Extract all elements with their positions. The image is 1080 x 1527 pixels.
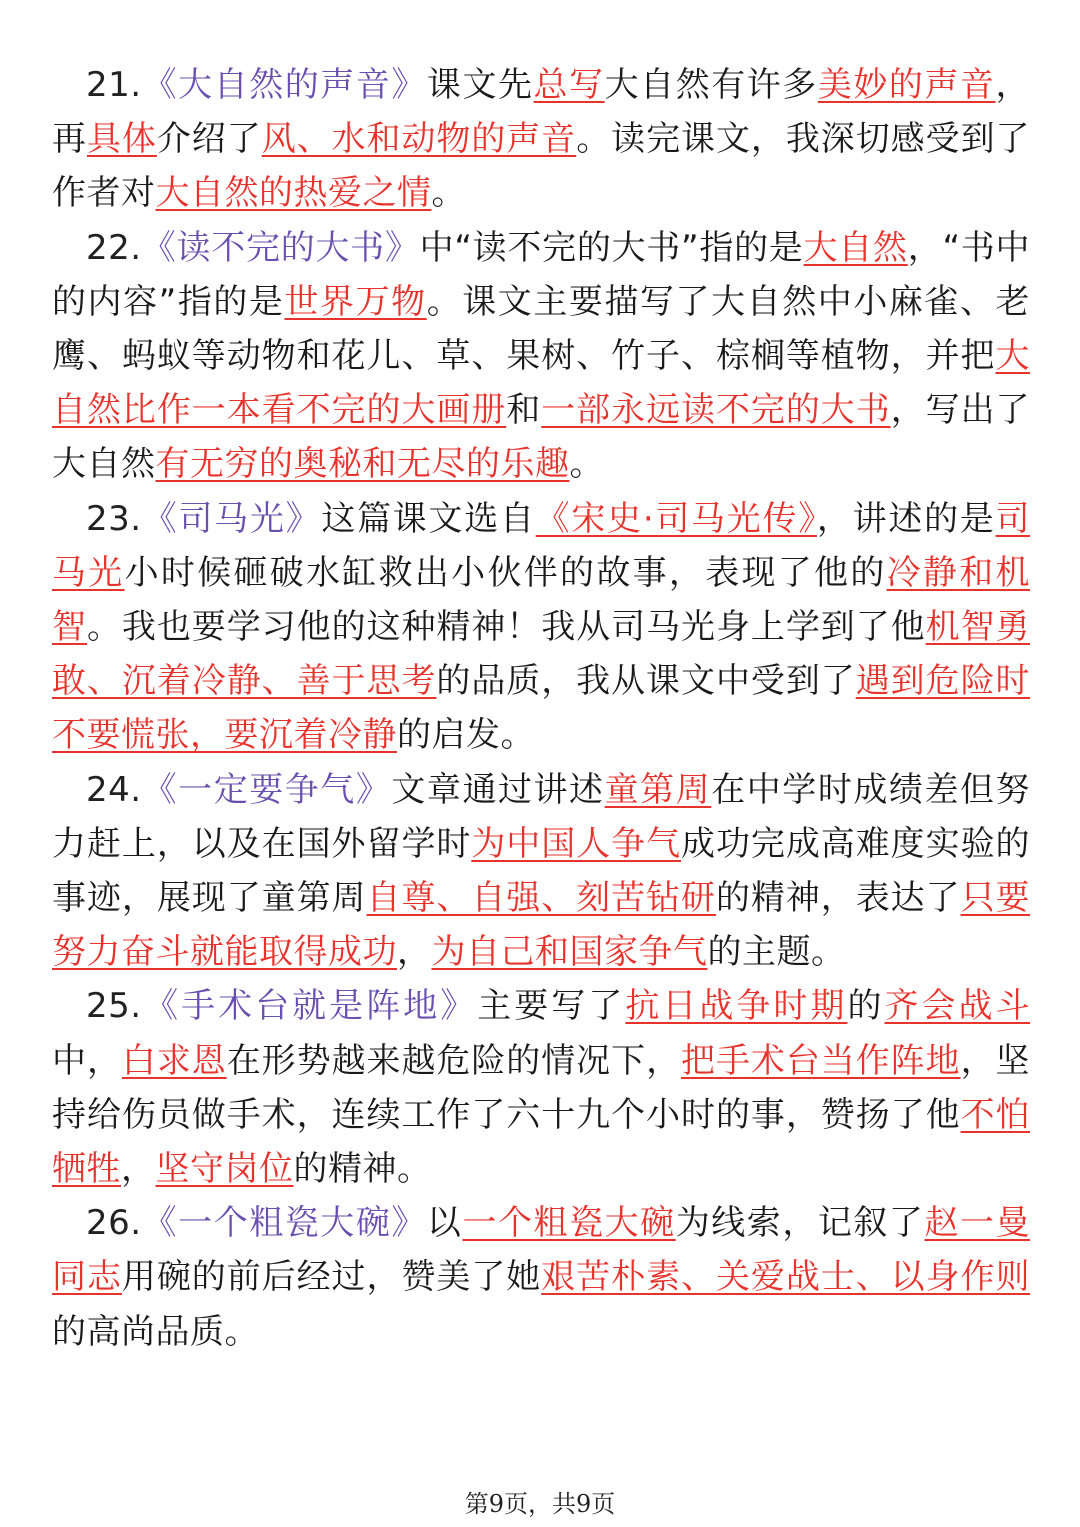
paragraph-26 <box>52 1196 1030 1359</box>
body-text: 的精神。 <box>293 1149 432 1190</box>
document-body <box>52 58 1030 1359</box>
key-point: 大自然的热爱之情 <box>155 173 432 214</box>
key-point: 把手术台当作阵地 <box>681 1040 961 1081</box>
key-point: 冷静和机智 <box>52 552 1031 648</box>
key-point: 为中国人争气 <box>471 823 682 864</box>
body-text: 以 <box>426 1203 463 1244</box>
body-text: 。我也要学习他的这种精神！我从司马光身上学到了他 <box>86 607 926 648</box>
item-number: 23. <box>86 498 142 539</box>
paragraph-23 <box>52 492 1030 763</box>
key-point: 艰苦朴素、关爱战士、以身作则 <box>541 1257 1031 1298</box>
paragraph-22 <box>52 221 1030 492</box>
body-text: 在中学时成绩差但努力赶上，以及在国外留学时 <box>52 769 1031 864</box>
lesson-title: 《司马光》 <box>141 498 322 539</box>
body-text: 的高尚品质。 <box>52 1311 259 1352</box>
key-point: 大自然比作一本看不完的大画册 <box>52 336 1030 431</box>
paragraph-25 <box>52 979 1030 1196</box>
paragraph-21 <box>52 58 1030 221</box>
lesson-title: 《手术台就是阵地》 <box>141 986 478 1027</box>
key-point: 抗日战争时期 <box>625 986 848 1027</box>
key-point: 有无穷的奥秘和无尽的乐趣 <box>155 444 570 485</box>
body-text: ， <box>397 932 432 973</box>
item-number: 26. <box>86 1203 142 1244</box>
key-point: 世界万物 <box>284 281 427 322</box>
key-point: 不怕牺牲 <box>52 1094 1031 1190</box>
body-text: 这篇课文选自 <box>321 498 536 539</box>
body-text: 的主题。 <box>707 932 846 973</box>
body-text: 。课文主要描写了大自然中小麻雀、老鹰、蚂蚁等动物和花儿、草、果树、竹子、棕榈等植物，并把 <box>52 281 1031 377</box>
body-text: 课文先 <box>426 65 534 105</box>
key-point: 为自己和国家争气 <box>431 932 708 973</box>
key-point: 《宋史·司马光传》 <box>535 498 817 539</box>
key-point: 坚守岗位 <box>155 1149 294 1190</box>
body-text: ，“书中的内容”指的是 <box>52 227 1031 322</box>
key-point: 赵一曼同志 <box>52 1203 1031 1298</box>
key-point: 美妙的声音 <box>817 65 996 105</box>
body-text: 为线索，记叙了 <box>675 1203 925 1244</box>
body-text: ，再 <box>52 65 1031 160</box>
key-point: 白求恩 <box>121 1040 227 1081</box>
body-text: 主要写了 <box>477 986 626 1027</box>
body-text: 。 <box>569 444 604 485</box>
key-point: 遇到危险时不要慌张，要沉着冷静 <box>52 661 1031 756</box>
body-text: 的启发。 <box>397 715 535 756</box>
body-text: 成功完成高难度实验的事迹，展现了童第周 <box>52 823 1031 919</box>
item-number: 21. <box>86 65 142 105</box>
key-point: 大自然 <box>803 227 908 268</box>
body-text: ， <box>121 1149 156 1190</box>
key-point: 司马光 <box>52 498 1031 593</box>
body-text: 。读完课文，我深切感受到了作者对 <box>52 119 1031 214</box>
key-point: 只要努力奋斗就能取得成功 <box>52 878 1031 973</box>
lesson-title: 《一个粗瓷大碗》 <box>141 1203 427 1244</box>
key-point: 自尊、自强、刻苦钻研 <box>366 878 716 919</box>
body-text: 在形势越来越危险的情况下， <box>226 1040 682 1081</box>
body-text: ，坚持给伤员做手术，连续工作了六十九个小时的事，赞扬了他 <box>52 1040 1031 1135</box>
body-text: 中“读不完的大书”指的是 <box>419 227 804 268</box>
body-text: 的品质，我从课文中受到了 <box>436 661 856 702</box>
key-point: 一部永远读不完的大书 <box>541 390 891 431</box>
key-point: 总写 <box>533 65 605 105</box>
item-number: 24. <box>86 769 142 810</box>
lesson-title: 《大自然的声音》 <box>141 65 427 105</box>
body-text: 介绍了 <box>156 119 262 160</box>
body-text: ，写出了大自然 <box>52 390 1031 485</box>
body-text: 中， <box>52 1040 122 1081</box>
paragraph-24 <box>52 763 1030 980</box>
body-text: 的 <box>847 986 885 1027</box>
key-point: 机智勇敢、沉着冷静、善于思考 <box>52 607 1031 702</box>
item-number: 22. <box>86 227 142 268</box>
page-footer: 第9页，共9页 <box>464 1490 616 1518</box>
body-text: 大自然有许多 <box>604 65 818 105</box>
body-text: 用碗的前后经过，赞美了她 <box>121 1257 542 1298</box>
lesson-title: 《一定要争气》 <box>141 769 392 810</box>
key-point: 齐会战斗 <box>884 986 1031 1027</box>
lesson-title: 《读不完的大书》 <box>141 227 420 268</box>
key-point: 一个粗瓷大碗 <box>462 1203 676 1244</box>
body-text: 和 <box>506 390 542 431</box>
body-text: 的精神，表达了 <box>715 878 961 919</box>
key-point: 风、水和动物的声音 <box>261 119 577 160</box>
body-text: 小时候砸破水缸救出小伙伴的故事，表现了他的 <box>124 552 887 593</box>
body-text: ，讲述的是 <box>816 498 996 539</box>
body-text: 文章通过讲述 <box>391 769 605 810</box>
item-number: 25. <box>86 986 142 1027</box>
key-point: 具体 <box>86 119 157 160</box>
body-text: 。 <box>431 173 466 214</box>
key-point: 童第周 <box>604 769 712 810</box>
